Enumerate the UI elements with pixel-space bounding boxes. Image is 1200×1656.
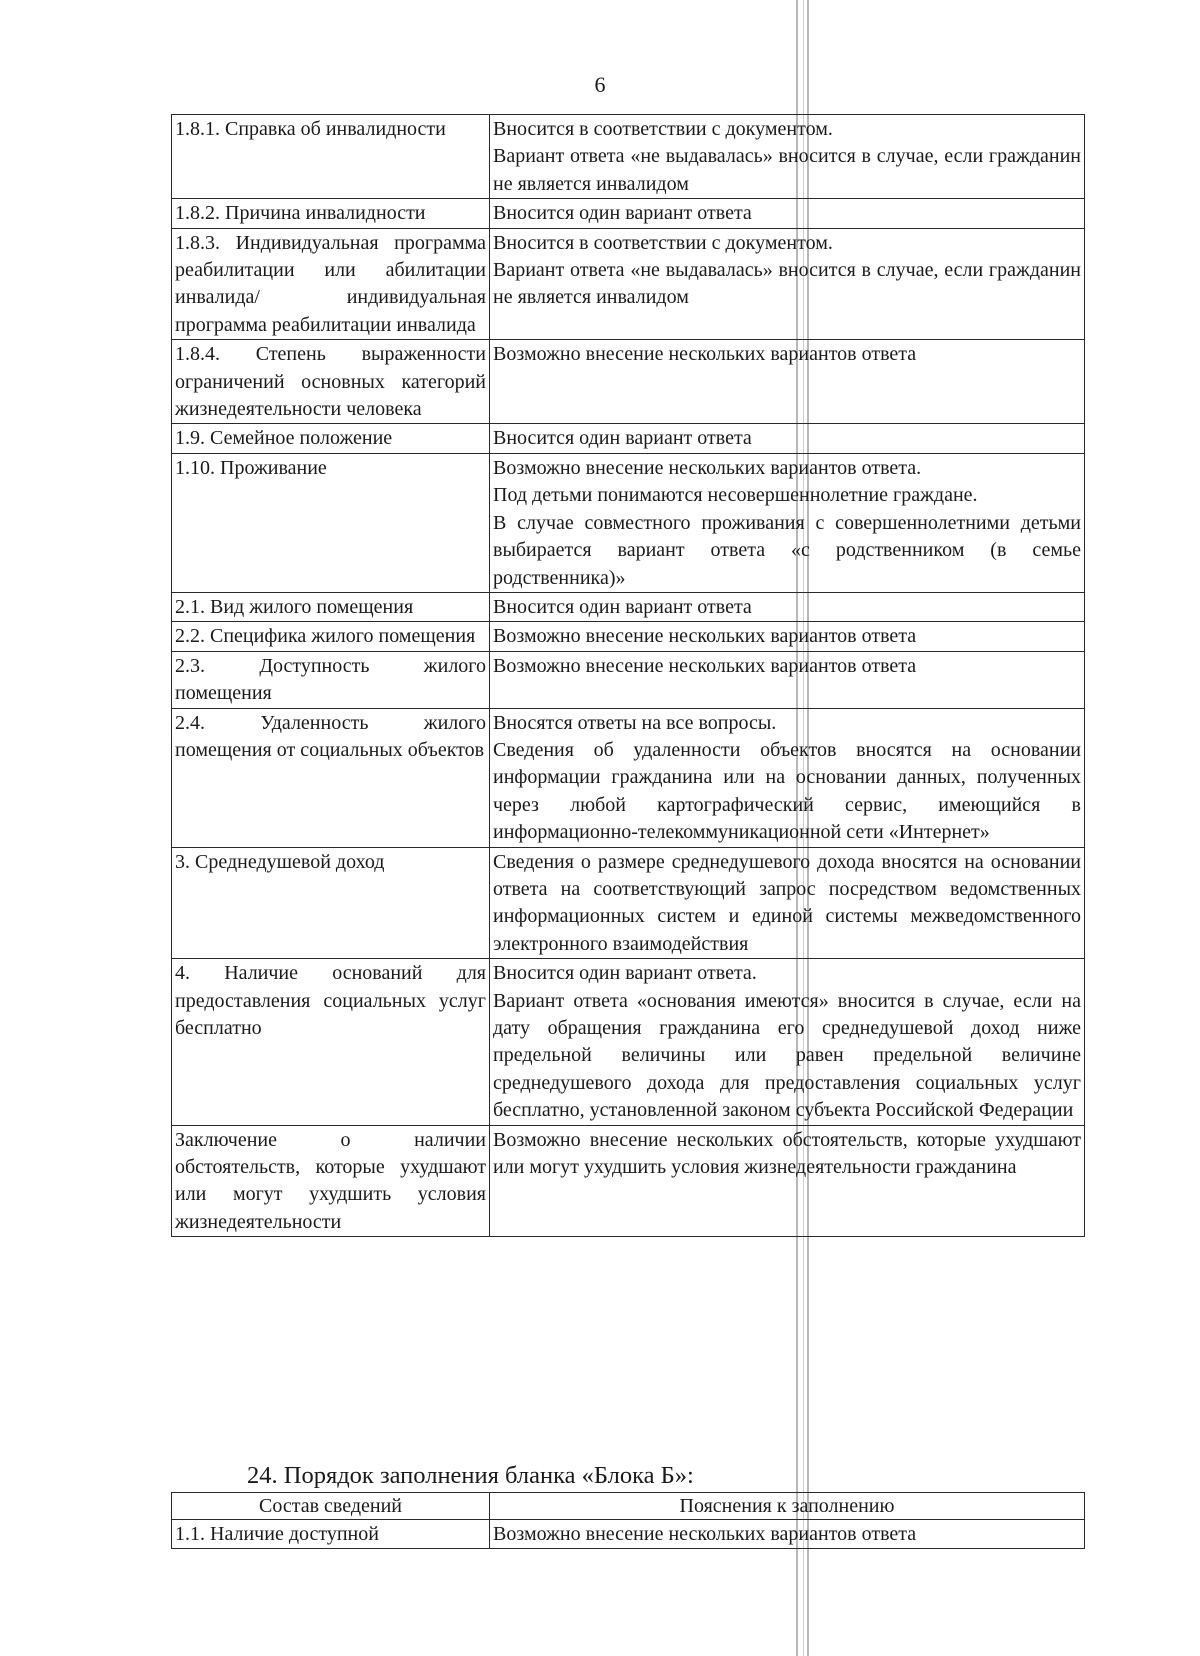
item-label: 2.3. Доступность жилого помещения bbox=[172, 651, 490, 708]
table-row bbox=[172, 708, 1085, 847]
instructions-table-body bbox=[172, 115, 1085, 1237]
table-header-row bbox=[172, 1493, 1085, 1520]
table-row bbox=[172, 651, 1085, 708]
table-row bbox=[172, 1520, 1085, 1549]
explanation-paragraph: Вносится в соответствии с документом. bbox=[493, 118, 833, 140]
item-explanation bbox=[490, 1125, 1085, 1237]
item-label: 1.8.4. Степень выраженности ограничений основных категорий жизнедеятельности человека bbox=[172, 340, 490, 424]
explanation-paragraph: Вариант ответа «не выдавалась» вносится в случае, если гражданин не является инвалидом bbox=[493, 145, 1081, 195]
explanation-paragraph: Возможно внесение нескольких вариантов ответа bbox=[493, 343, 917, 366]
item-explanation bbox=[490, 340, 1085, 424]
table-row bbox=[172, 340, 1085, 424]
item-label: 1.8.1. Справка об инвалидности bbox=[172, 115, 490, 199]
explanation-paragraph: Вносится один вариант ответа bbox=[493, 427, 752, 450]
item-explanation bbox=[490, 424, 1085, 453]
item-label: Заключение о наличии обстоятельств, которые ухудшают или могут ухудшить условия жизнедеятельности bbox=[172, 1125, 490, 1237]
explanation-paragraph: Возможно внесение нескольких вариантов ответа. bbox=[493, 456, 922, 479]
item-explanation bbox=[490, 708, 1085, 847]
explanation-paragraph: Вносится один вариант ответа bbox=[493, 202, 752, 225]
table-row bbox=[172, 1125, 1085, 1237]
item-label: 1.1. Наличие доступной bbox=[172, 1520, 490, 1549]
column-header: Пояснения к заполнению bbox=[490, 1493, 1085, 1520]
section-heading: 24. Порядок заполнения бланка «Блока Б»: bbox=[247, 1462, 694, 1489]
table-row bbox=[172, 424, 1085, 453]
table-row bbox=[172, 592, 1085, 621]
item-label: 1.8.3. Индивидуальная программа реабилитации или абилитации инвалида/ индивидуальная программа реабилитации инвалида bbox=[172, 228, 490, 340]
item-label: 4. Наличие оснований для предоставления социальных услуг бесплатно bbox=[172, 959, 490, 1125]
table-row bbox=[172, 115, 1085, 199]
explanation-paragraph: Вносится в соответствии с документом. bbox=[493, 231, 833, 254]
explanation-paragraph: Вносится один вариант ответа bbox=[493, 595, 752, 618]
table-row bbox=[172, 847, 1085, 959]
column-header: Состав сведений bbox=[172, 1493, 490, 1520]
explanation-paragraph: Вариант ответа «основания имеются» вносится в случае, если на дату обращения гражданина его среднедушевой доход ниже предельной величины или равен предельной величине среднедушевого дохода для предоставления социальных услуг бесплатно, установленной законом субъекта Российской Федерации bbox=[493, 989, 1081, 1122]
item-label: 1.10. Проживание bbox=[172, 453, 490, 592]
item-explanation bbox=[490, 622, 1085, 651]
item-label: 2.2. Специфика жилого помещения bbox=[172, 622, 490, 651]
explanation-paragraph: Вносятся ответы на все вопросы. bbox=[493, 711, 777, 734]
item-explanation bbox=[490, 228, 1085, 340]
instructions-table bbox=[171, 114, 1085, 1237]
block-b-table bbox=[171, 1492, 1085, 1549]
item-explanation bbox=[490, 453, 1085, 592]
explanation-paragraph: Под детьми понимаются несовершеннолетние граждане. bbox=[493, 484, 978, 507]
item-label: 3. Среднедушевой доход bbox=[172, 847, 490, 959]
explanation-paragraph: Сведения об удаленности объектов вносятся на основании информации гражданина или на основании данных, полученных через любой картографический сервис, имеющийся в информационно-телекоммуникационной сети «Интернет» bbox=[493, 738, 1081, 844]
explanation-paragraph: Вариант ответа «не выдавалась» вносится в случае, если гражданин не является инвалидом bbox=[493, 259, 1081, 309]
item-label: 2.4. Удаленность жилого помещения от социальных объектов bbox=[172, 708, 490, 847]
explanation-paragraph: Сведения о размере среднедушевого дохода вносятся на основании ответа на соответствующий запрос посредством ведомственных информационных систем и единой системы межведомственного электронного взаимодействия bbox=[493, 850, 1081, 955]
item-label: 1.9. Семейное положение bbox=[172, 424, 490, 453]
table-row bbox=[172, 228, 1085, 340]
item-explanation bbox=[490, 115, 1085, 199]
explanation-paragraph: Возможно внесение нескольких вариантов ответа bbox=[493, 625, 917, 648]
explanation-paragraph: Возможно внесение нескольких вариантов ответа bbox=[493, 1523, 917, 1545]
explanation-paragraph: Возможно внесение нескольких вариантов ответа bbox=[493, 654, 917, 677]
item-explanation bbox=[490, 1520, 1085, 1549]
explanation-paragraph: Вносится один вариант ответа. bbox=[493, 962, 757, 985]
item-explanation bbox=[490, 651, 1085, 708]
table-row bbox=[172, 199, 1085, 228]
item-explanation bbox=[490, 847, 1085, 959]
table-row bbox=[172, 622, 1085, 651]
table-row bbox=[172, 959, 1085, 1125]
table-row bbox=[172, 453, 1085, 592]
item-label: 1.8.2. Причина инвалидности bbox=[172, 199, 490, 228]
item-explanation bbox=[490, 592, 1085, 621]
item-label: 2.1. Вид жилого помещения bbox=[172, 592, 490, 621]
block-b-table-body bbox=[172, 1520, 1085, 1549]
item-explanation bbox=[490, 959, 1085, 1125]
page-number: 6 bbox=[594, 72, 606, 97]
explanation-paragraph: В случае совместного проживания с совершеннолетними детьми выбирается вариант ответа «с родственником (в семье родственника)» bbox=[493, 511, 1081, 589]
item-explanation bbox=[490, 199, 1085, 228]
explanation-paragraph: Возможно внесение нескольких обстоятельств, которые ухудшают или могут ухудшить условия жизнедеятельности гражданина bbox=[493, 1128, 1081, 1179]
